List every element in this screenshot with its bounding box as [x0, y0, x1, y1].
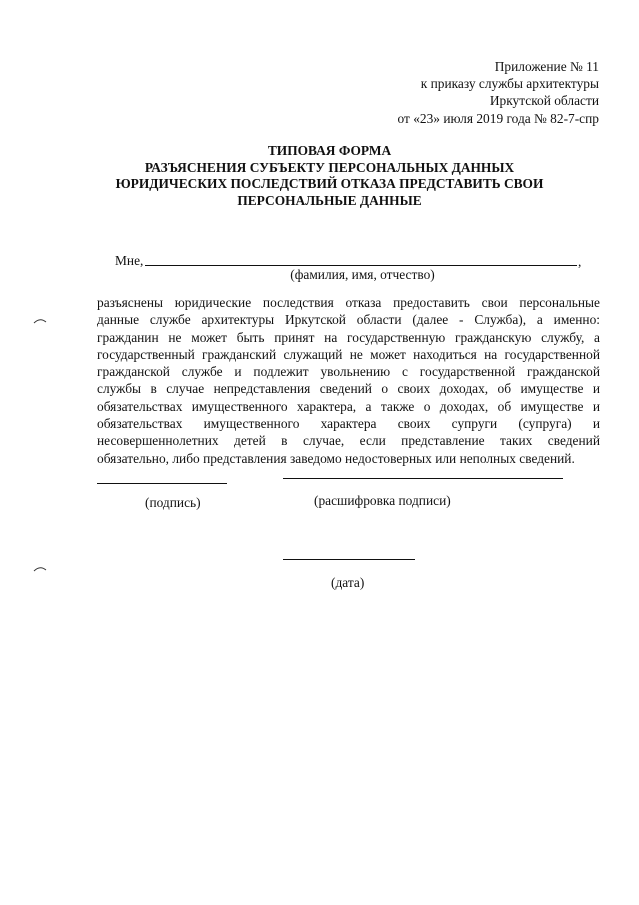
full-name-caption: (фамилия, имя, отчество)	[290, 267, 435, 282]
appendix-line-3: Иркутской области	[489, 93, 599, 109]
title-line-3: ЮРИДИЧЕСКИХ ПОСЛЕДСТВИЙ ОТКАЗА ПРЕДСТАВИТЬ СВОИ	[115, 176, 544, 192]
paragraph-line: обязательствах имущественного характера своих супруги (супруга) и	[97, 416, 600, 432]
signature-caption: (подпись)	[145, 495, 201, 510]
paragraph-line: службы в случае непредставления сведений о своих доходах, об имуществе и	[97, 381, 600, 397]
paragraph-line: данные службе архитектуры Иркутской области (далее - Служба), а именно:	[97, 312, 600, 328]
explanation-paragraph	[97, 294, 600, 467]
signature-blank-line	[97, 483, 227, 484]
punch-hole-mark-icon	[33, 318, 47, 324]
paragraph-line: гражданской службе и подлежит увольнению с государственной гражданской	[97, 364, 600, 380]
appendix-line-2: к приказу службы архитектуры	[420, 76, 599, 92]
date-blank-line	[283, 559, 415, 560]
punch-hole-mark-icon	[33, 566, 47, 572]
paragraph-line: государственный гражданский служащий не может находиться на государственной	[97, 346, 600, 362]
title-line-1: ТИПОВАЯ ФОРМА	[267, 143, 392, 158]
paragraph-line: гражданин не может быть принят на государственную гражданскую службу, а	[97, 329, 600, 345]
title-line-4: ПЕРСОНАЛЬНЫЕ ДАННЫЕ	[237, 192, 422, 208]
paragraph-line: обязательствах имущественного характера, а также о доходах, об имуществе и	[97, 398, 600, 414]
recipient-comma: ,	[578, 254, 582, 269]
date-caption: (дата)	[331, 575, 365, 590]
appendix-header	[397, 58, 599, 127]
document-title	[60, 143, 599, 209]
appendix-line-1: Приложение № 11	[494, 59, 599, 74]
paragraph-line: несовершеннолетних детей в случае, если представление таких сведений	[97, 433, 600, 449]
recipient-prefix: Мне,	[115, 253, 144, 268]
appendix-line-4: от «23» июля 2019 года № 82-7-спр	[397, 110, 599, 126]
signature-decoding-caption: (расшифровка подписи)	[314, 493, 451, 508]
title-line-2: РАЗЪЯСНЕНИЯ СУБЪЕКТУ ПЕРСОНАЛЬНЫХ ДАННЫХ	[144, 159, 515, 175]
signature-decoding-blank-line	[283, 478, 563, 479]
paragraph-line: обязательно, либо представления заведомо недостоверных или неполных сведений.	[97, 450, 575, 466]
paragraph-line: разъяснены юридические последствия отказа предоставить свои персональные	[97, 295, 600, 310]
